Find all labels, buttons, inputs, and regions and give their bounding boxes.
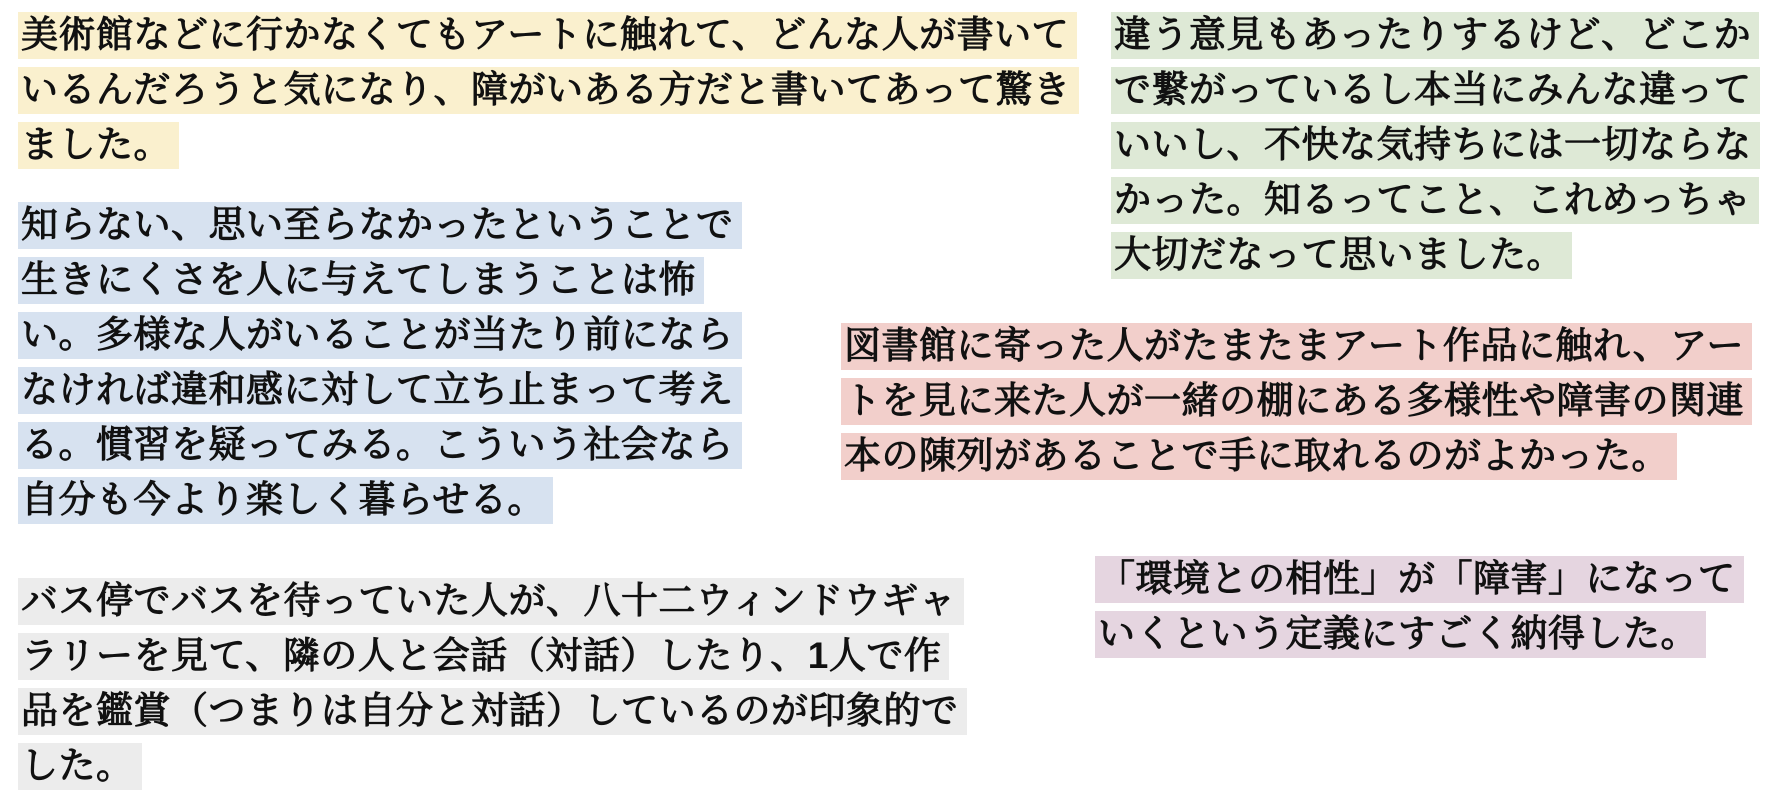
quote-line: かった。知るってこと、これめっちゃ — [1111, 177, 1759, 224]
quote-line: で繋がっているし本当にみんな違って — [1111, 67, 1760, 114]
quote-line: した。 — [18, 743, 142, 790]
quote-line: 図書館に寄った人がたまたまアート作品に触れ、アー — [841, 323, 1752, 370]
quote-block-museum — [18, 12, 1079, 177]
quote-line: いくという定義にすごく納得した。 — [1095, 611, 1706, 658]
quote-line: いるんだろうと気になり、障がいある方だと書いてあって驚き — [18, 67, 1079, 114]
quote-line: 知らない、思い至らなかったということで — [18, 202, 742, 249]
quote-line: ました。 — [18, 122, 179, 169]
quote-line: 美術館などに行かなくてもアートに触れて、どんな人が書いて — [18, 12, 1077, 59]
quote-line: る。慣習を疑ってみる。こういう社会なら — [18, 422, 742, 469]
quote-line: いいし、不快な気持ちには一切ならな — [1111, 122, 1760, 169]
quote-line: トを見に来た人が一緒の棚にある多様性や障害の関連 — [841, 378, 1752, 425]
quote-line: 違う意見もあったりするけど、どこか — [1111, 12, 1759, 59]
quote-line: 生きにくさを人に与えてしまうことは怖 — [18, 257, 704, 304]
quote-line: ラリーを見て、隣の人と会話（対話）したり、1人で作 — [18, 633, 949, 680]
quote-line: い。多様な人がいることが当たり前になら — [18, 312, 742, 359]
quote-block-environment — [1095, 556, 1744, 666]
quote-block-not-knowing — [18, 202, 742, 532]
quote-block-library — [841, 323, 1752, 488]
quote-line: 品を鑑賞（つまりは自分と対話）しているのが印象的で — [18, 688, 967, 735]
quote-block-opinions — [1111, 12, 1760, 287]
quote-line: バス停でバスを待っていた人が、八十二ウィンドウギャ — [18, 578, 964, 625]
quote-line: 自分も今より楽しく暮らせる。 — [18, 477, 553, 524]
quote-line: 本の陳列があることで手に取れるのがよかった。 — [841, 433, 1677, 480]
quote-block-bus-stop — [18, 578, 967, 798]
quote-line: 大切だなって思いました。 — [1111, 232, 1572, 279]
quote-line: なければ違和感に対して立ち止まって考え — [18, 367, 742, 414]
quote-line: 「環境との相性」が「障害」になって — [1095, 556, 1744, 603]
